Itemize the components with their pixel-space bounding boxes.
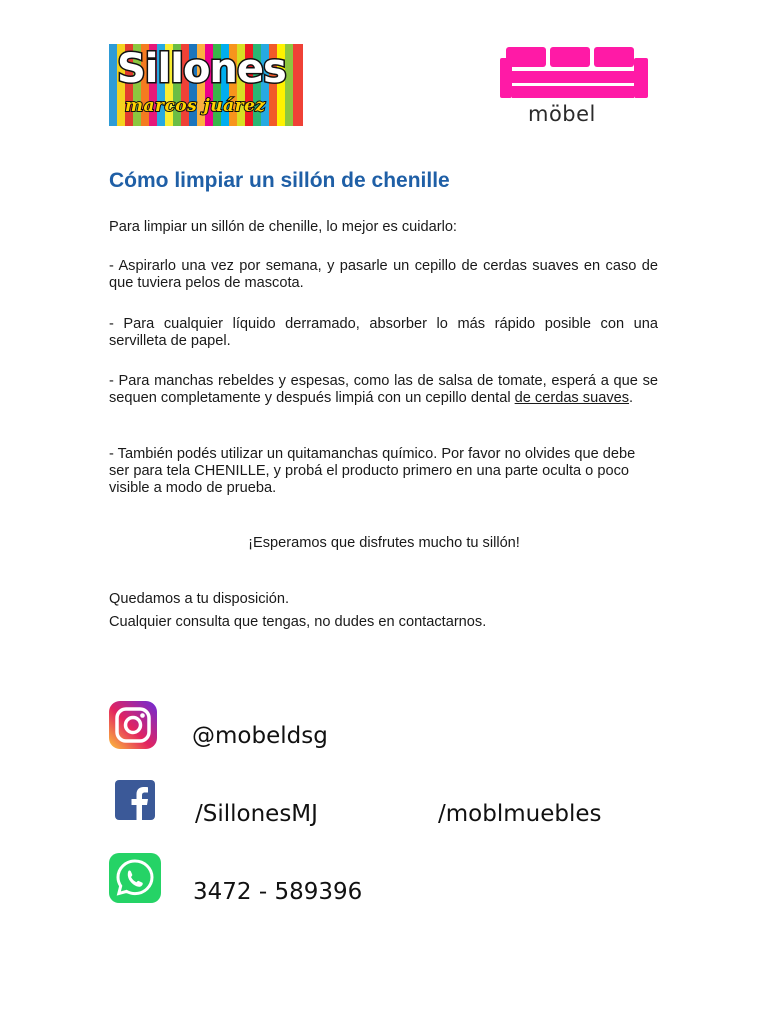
tip-vacuum: - Aspirarlo una vez por semana, y pasarle un cepillo de cerdas suaves en caso de que tuviera pelos de mascota. bbox=[109, 258, 658, 291]
sillones-logo-subtitle: marcos juárez bbox=[125, 96, 266, 116]
sofa-icon bbox=[494, 44, 654, 100]
tip-chemical: - También podés utilizar un quitamanchas químico. Por favor no olvides que debe ser para tela CHENILLE, y probá el producto primero en una parte oculta o poco visible a modo de prueba. bbox=[109, 446, 636, 496]
tip-liquid: - Para cualquier líquido derramado, absorber lo más rápido posible con una servilleta de papel. bbox=[109, 316, 658, 349]
whatsapp-number[interactable]: 3472 - 589396 bbox=[193, 879, 363, 905]
tip-stains-underlined: de cerdas suaves bbox=[514, 390, 630, 406]
closing-message: ¡Esperamos que disfrutes mucho tu sillón! bbox=[248, 535, 520, 551]
mobel-logo bbox=[494, 44, 654, 132]
contact-line-2: Cualquier consulta que tengas, no dudes en contactarnos. bbox=[109, 614, 487, 630]
tip-stains-end: . bbox=[629, 390, 634, 406]
sillones-logo bbox=[109, 44, 303, 126]
tip-stains bbox=[109, 373, 658, 407]
whatsapp-icon[interactable] bbox=[109, 853, 161, 908]
instagram-icon[interactable] bbox=[109, 701, 157, 754]
facebook-page-mobl[interactable]: /moblmuebles bbox=[438, 801, 602, 827]
facebook-icon[interactable] bbox=[115, 780, 155, 825]
contact-line-1: Quedamos a tu disposición. bbox=[109, 591, 290, 607]
mobel-logo-word: möbel bbox=[528, 102, 596, 126]
sillones-logo-word: Sillones bbox=[117, 46, 286, 92]
intro-paragraph: Para limpiar un sillón de chenille, lo mejor es cuidarlo: bbox=[109, 219, 457, 235]
tip-stains-text: - Para manchas rebeldes y espesas, como las de salsa de tomate, esperá a que se sequen completamente y después limpiá con un cepillo dental bbox=[109, 373, 658, 406]
page-title: Cómo limpiar un sillón de chenille bbox=[109, 169, 450, 192]
facebook-page-sillones[interactable]: /SillonesMJ bbox=[195, 801, 318, 827]
instagram-handle[interactable]: @mobeldsg bbox=[192, 723, 328, 749]
